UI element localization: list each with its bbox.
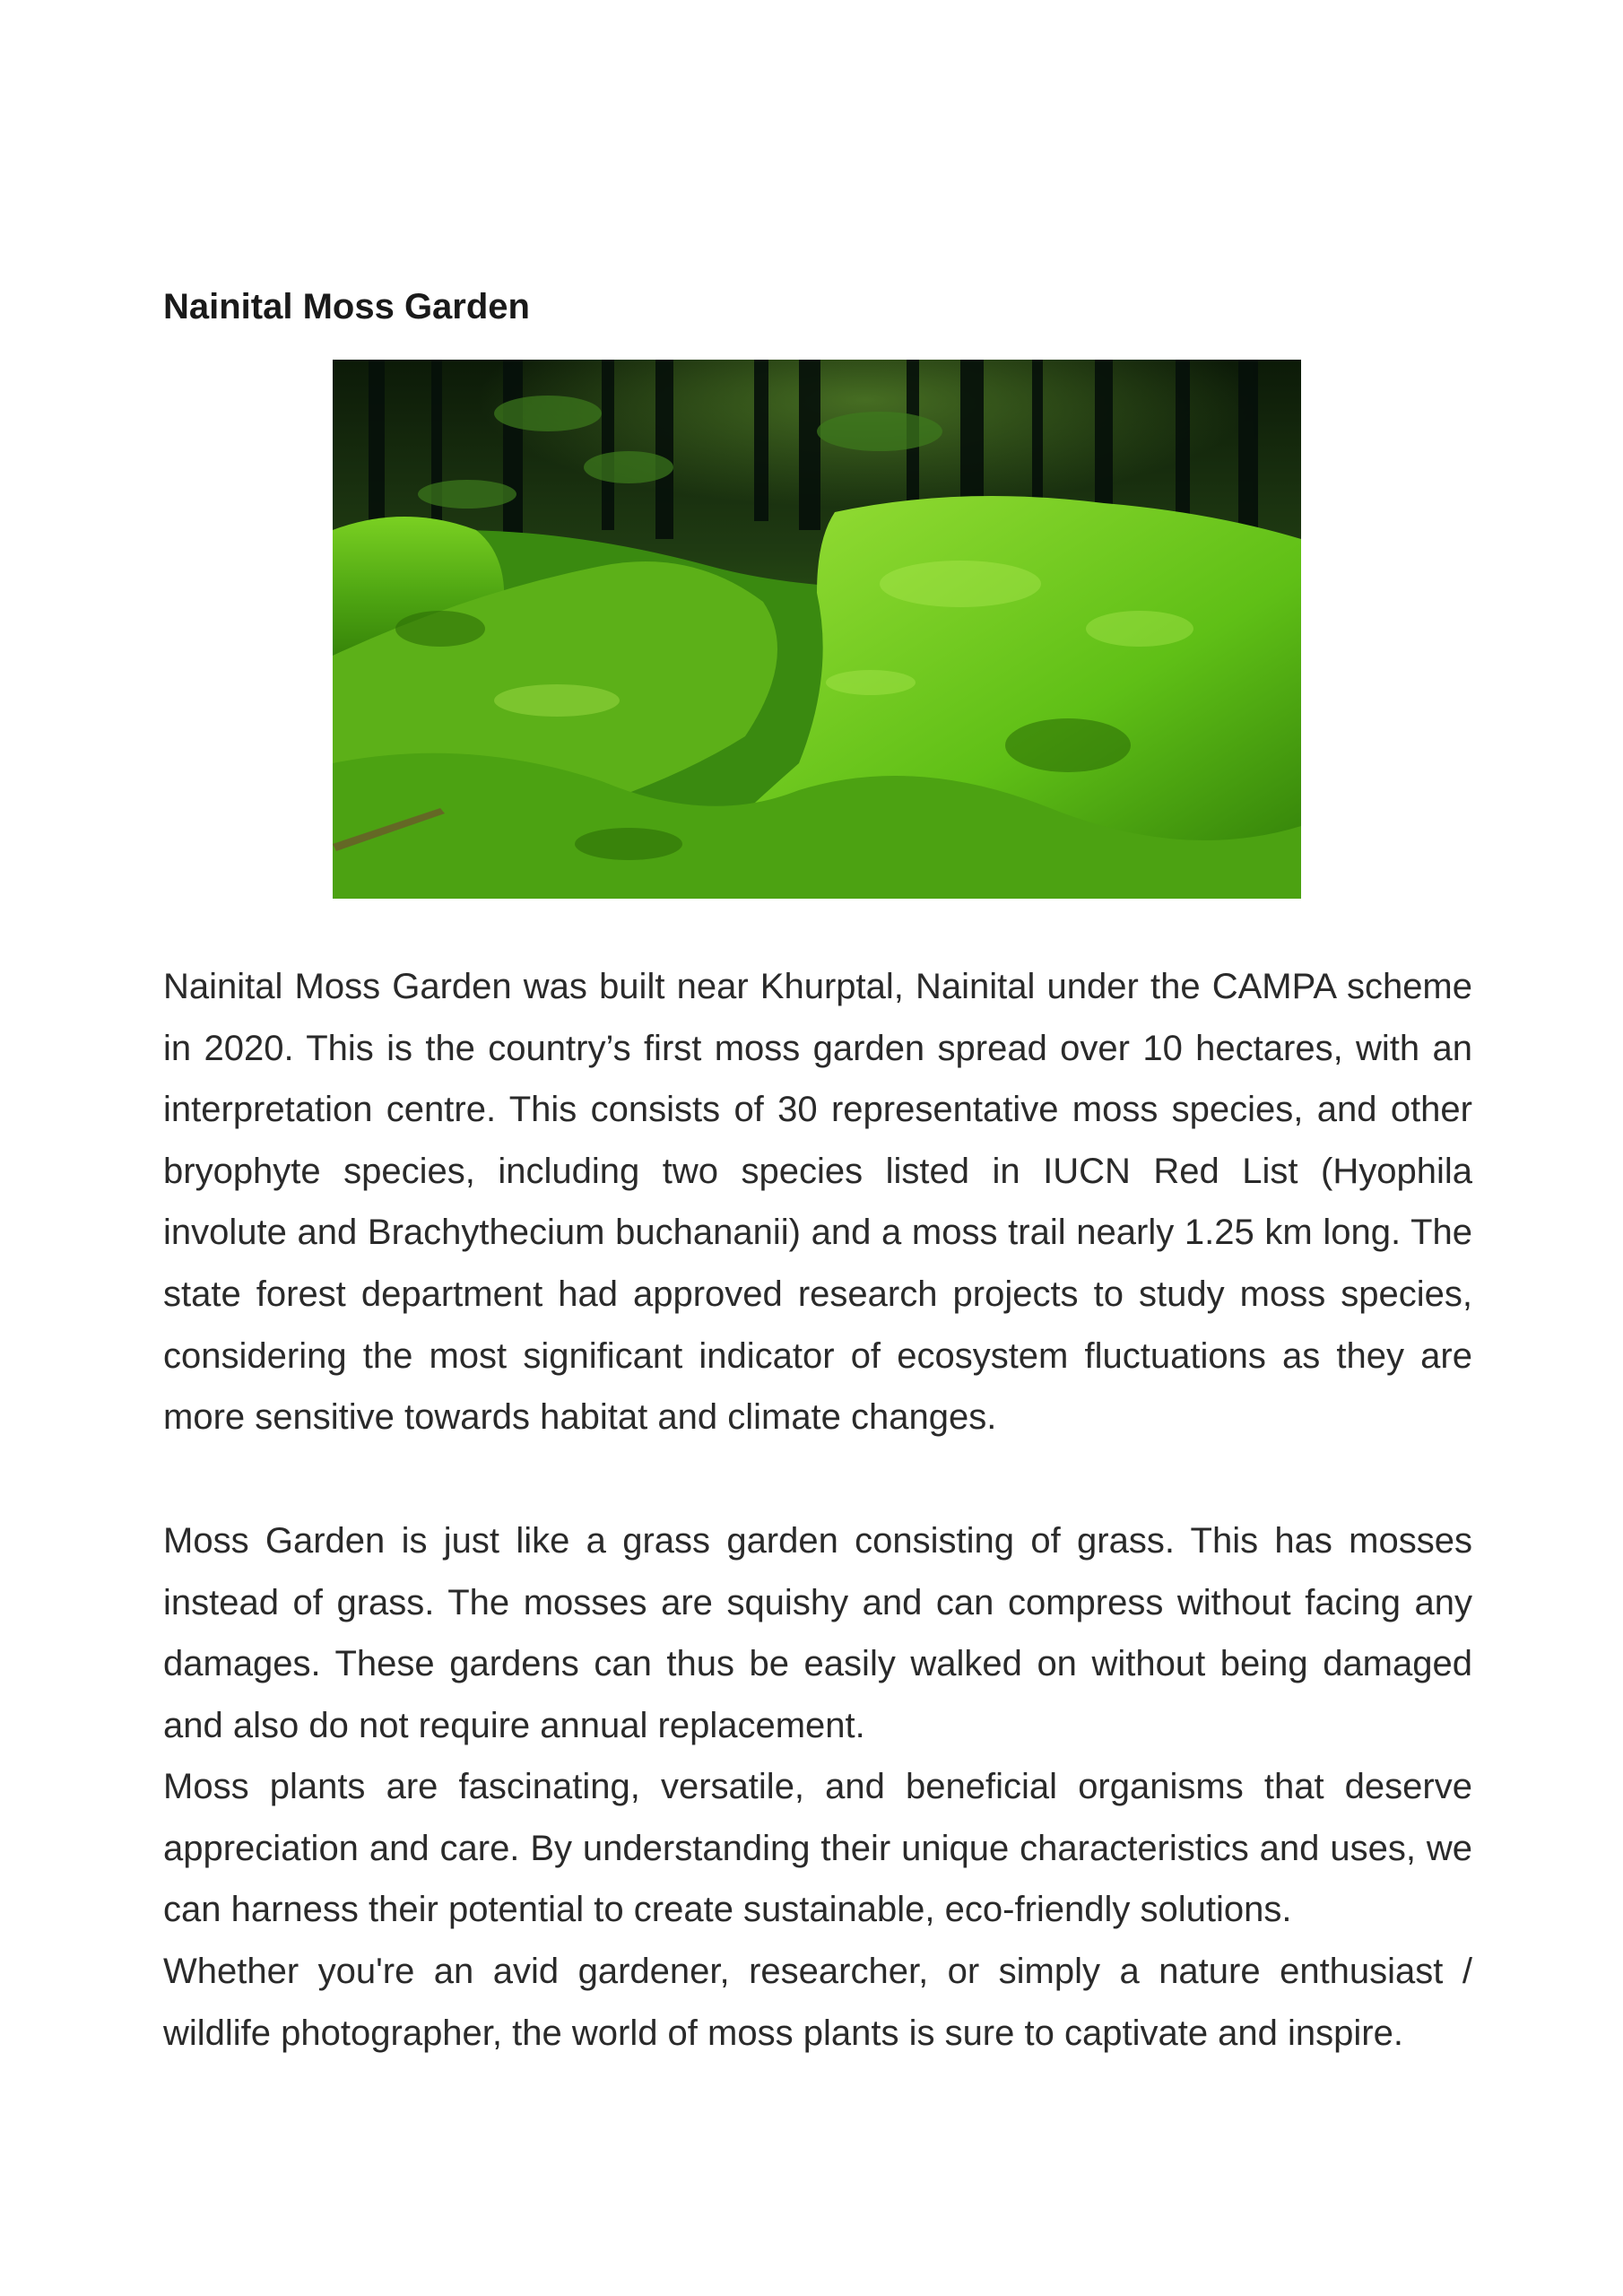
paragraph-3: Moss plants are fascinating, versatile, and beneficial organisms that deserve appreciation and care. By understanding their unique characteristics and uses, we can harness their potential to create sustainable, eco-friendly solutions. xyxy=(163,1767,1472,1930)
moss-forest-photo xyxy=(333,360,1301,899)
paragraph-2: Moss Garden is just like a grass garden consisting of grass. This has mosses instead of grass. The mosses are squishy and can compress without facing any damages. These gardens can thus be easily walked on without being damaged and also do not require annual replacement. xyxy=(163,1521,1472,1745)
paragraph-1: Nainital Moss Garden was built near Khurptal, Nainital under the CAMPA scheme in 2020. This is the country’s first moss garden spread over 10 hectares, with an interpretation centre. This consists of 30 representative moss species, and other bryophyte species, including two species listed in IUCN Red List (Hyophila involute and Brachythecium buchananii) and a moss trail nearly 1.25 km long. The state forest department had approved research projects to study moss species, considering the most significant indicator of ecosystem fluctuations as they are more sensitive towards habitat and climate changes. xyxy=(163,967,1472,1438)
page-title: Nainital Moss Garden xyxy=(163,287,530,326)
paragraph-4: Whether you're an avid gardener, researcher, or simply a nature enthusiast / wildlife photographer, the world of moss plants is sure to captivate and inspire. xyxy=(163,1952,1472,2053)
